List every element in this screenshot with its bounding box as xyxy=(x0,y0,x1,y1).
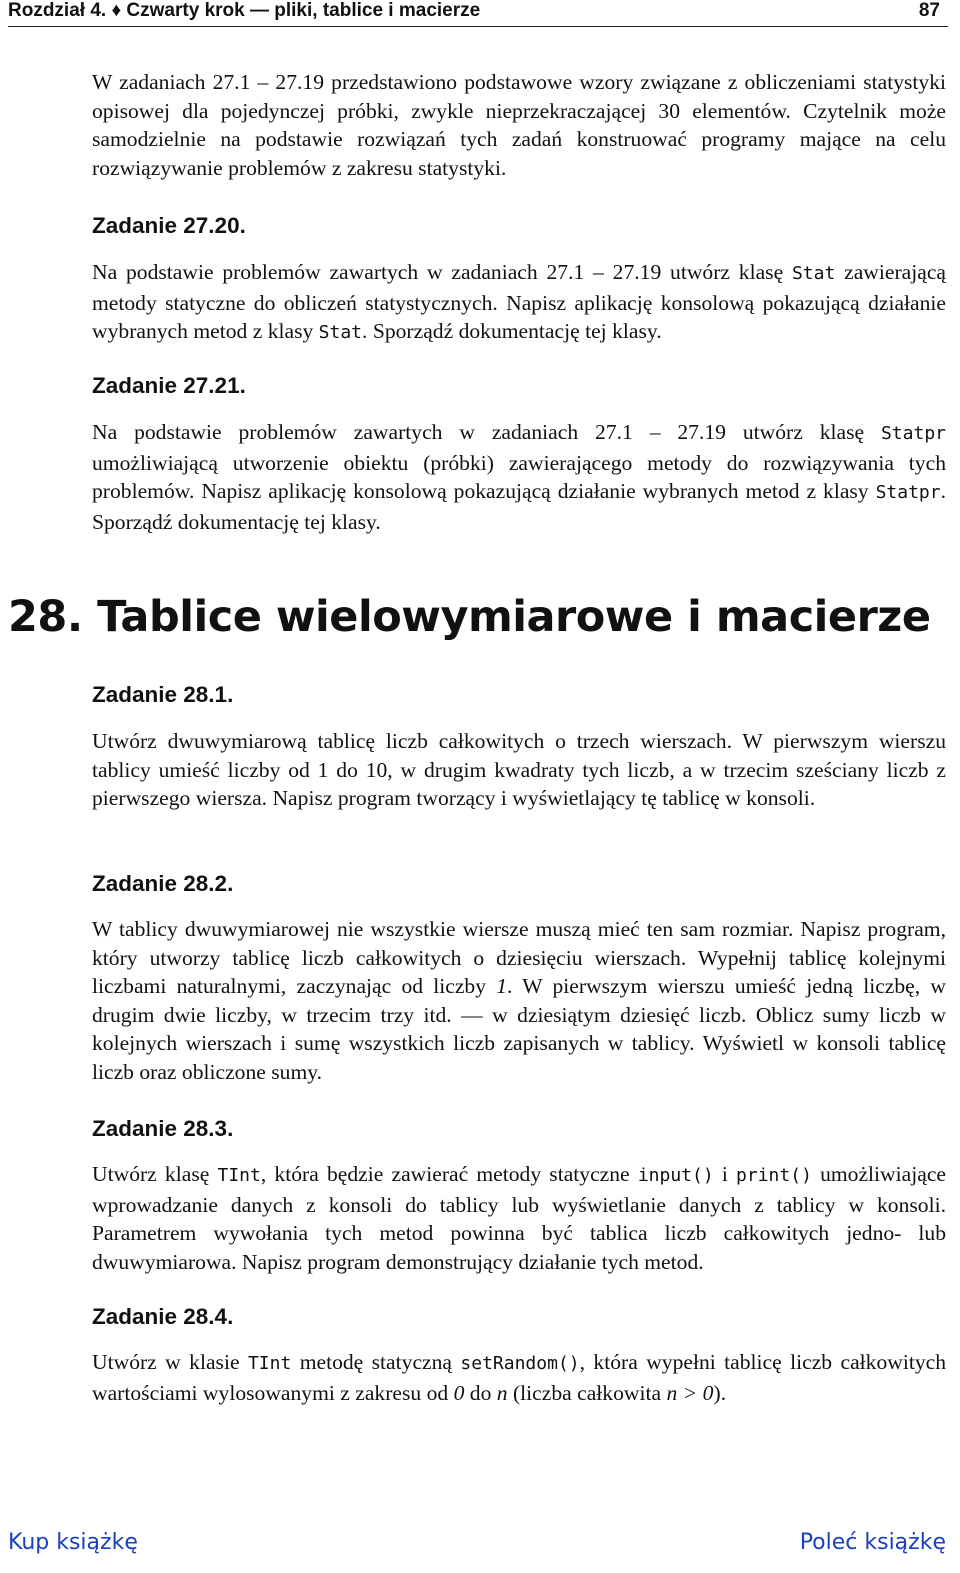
page-number: 87 xyxy=(918,0,940,21)
task-heading-27-20: Zadanie 27.20. xyxy=(92,213,246,238)
recommend-book-link[interactable]: Poleć książkę xyxy=(799,1530,946,1555)
intro-paragraph: W zadaniach 27.1 – 27.19 przedstawiono podstawowe wzory związane z obliczeniami statystyki opisowej dla pojedynczej próbki, zwykle nieprzekraczającej 30 elementów. Czytelnik może samodzielnie na podstawie rozwiązań tych zadań konstruować programy mające na celu rozwiązywanie problemów z zakresu statystyki. xyxy=(92,70,946,180)
code-class-stat: Stat xyxy=(791,263,836,284)
task-27-20-text: Na podstawie problemów zawartych w zadaniach 27.1 – 27.19 utwórz klasę Stat zawierającą metody statyczne do obliczeń statystycznych. Napisz aplikację konsolową pokazującą działanie wybranych metod z klasy Stat. Sporządź dokumentację tej klasy. xyxy=(92,260,946,343)
task-28-4-text: Utwórz w klasie TInt metodę statyczną setRandom(), która wypełni tablicę liczb całkowitych wartościami wylosowanymi z zakresu od 0 do n (liczba całkowita n > 0). xyxy=(92,1350,947,1405)
code-class-tint: TInt xyxy=(247,1353,292,1374)
code-class-stat: Stat xyxy=(318,322,363,343)
code-class-tint: TInt xyxy=(217,1165,261,1186)
code-method-input: input() xyxy=(637,1165,714,1186)
buy-book-link[interactable]: Kup książkę xyxy=(8,1530,138,1555)
code-class-statpr: Statpr xyxy=(875,482,941,503)
task-28-2-text: W tablicy dwuwymiarowej nie wszystkie wiersze muszą mieć ten sam rozmiar. Napisz program, który utworzy tablicę liczb całkowitych o dziesięciu wierszach. Wypełnij tablicę kolejnymi liczbami naturalnymi, zaczynając od liczby 1. W pierwszym wierszu umieść jedną liczbę, w drugim dwie liczby, w trzecim trzy itd. — w dziesiątym dziesięć liczb. Oblicz sumy liczb w kolejnych wierszach i sumę wszystkich liczb zapisanych w tablicy. Wyświetl w konsoli tablicę liczb oraz obliczone sumy. xyxy=(92,917,946,1084)
page-header xyxy=(8,0,948,27)
task-28-3-text: Utwórz klasę TInt, która będzie zawierać metody statyczne input() i print() umożliwiające wprowadzanie danych z konsoli do tablicy lub wyświetlanie danych z tablicy w konsoli. Parametrem wywołania tych metod powinna być tablica liczb całkowitych jedno- lub dwuwymiarowa. Napisz program demonstrujący działanie tych metod. xyxy=(92,1162,946,1274)
chapter-title: 28. Tablice wielowymiarowe i macierze xyxy=(8,592,931,642)
task-heading-28-3: Zadanie 28.3. xyxy=(92,1116,234,1141)
running-title: Rozdział 4. ♦ Czwarty krok — pliki, tablice i macierze xyxy=(8,0,481,21)
code-method-setrandom: setRandom() xyxy=(460,1353,580,1374)
task-heading-28-2: Zadanie 28.2. xyxy=(92,871,234,896)
task-heading-28-4: Zadanie 28.4. xyxy=(92,1304,234,1329)
code-class-statpr: Statpr xyxy=(880,423,946,444)
task-heading-27-21: Zadanie 27.21. xyxy=(92,373,246,398)
task-heading-28-1: Zadanie 28.1. xyxy=(92,682,234,707)
code-method-print: print() xyxy=(736,1165,812,1186)
task-27-21-text: Na podstawie problemów zawartych w zadaniach 27.1 – 27.19 utwórz klasę Statpr umożliwiającą utworzenie obiektu (próbki) zawierającego metody do rozwiązywania tych problemów. Napisz aplikację konsolową pokazującą działanie wybranych metod z klasy Statpr. Sporządź dokumentację tej klasy. xyxy=(92,420,946,534)
task-28-1-text: Utwórz dwuwymiarową tablicę liczb całkowitych o trzech wierszach. W pierwszym wierszu tablicy umieść liczby od 1 do 10, w drugim kwadraty tych liczb, a w trzecim sześciany liczb z pierwszego wiersza. Napisz program tworzący i wyświetlający tę tablicę w konsoli. xyxy=(92,729,946,810)
